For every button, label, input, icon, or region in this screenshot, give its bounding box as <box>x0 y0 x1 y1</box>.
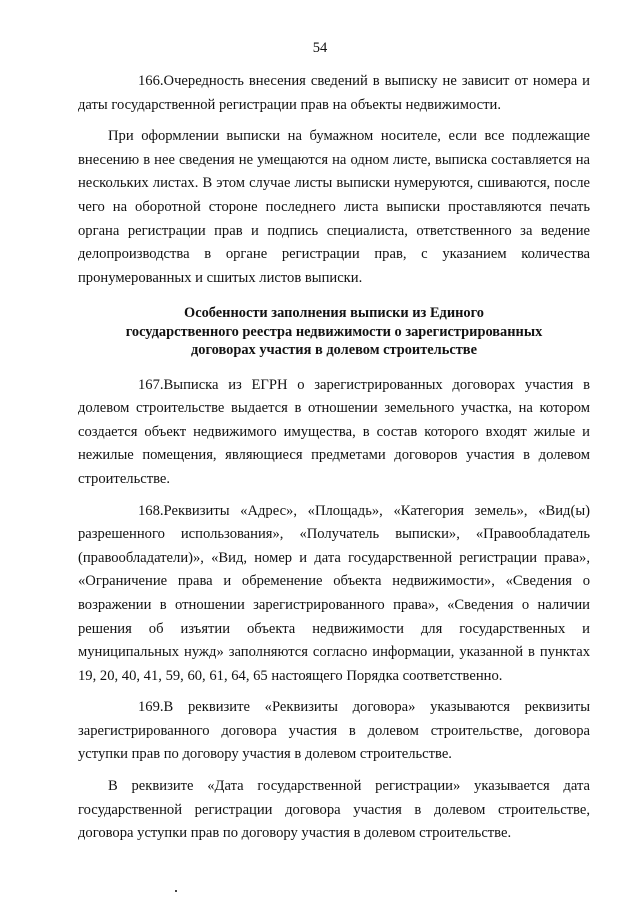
document-body <box>78 70 590 846</box>
paragraph-166 <box>78 70 590 117</box>
section-heading <box>78 304 590 359</box>
paragraph-169-continued: В реквизите «Дата государственной регистрации» указывается дата государственной регистрации договора участия в долевом строительстве, договора уступки прав по договору участия в долевом строительстве. <box>78 778 590 842</box>
paragraph-number: 168. <box>138 502 164 519</box>
paragraph-166-continued: При оформлении выписки на бумажном носителе, если все подлежащие внесению в нее сведения не умещаются на одном листе, выписка составляется на нескольких листах. В этом случае листы выписки нумеруются, сшиваются, после чего на оборотной стороне последнего листа выписки проставляются печать органа регистрации прав и подпись специалиста, ответственного за ведение делопроизводства в органе регистрации прав, с указанием количества пронумерованных и сшитых листов выписки. <box>78 128 590 286</box>
paragraph-number: 169. <box>138 699 164 716</box>
paragraph-168 <box>78 500 590 689</box>
heading-line-3: договорах участия в долевом строительстве <box>191 342 477 359</box>
paragraph-number: 167. <box>138 376 164 393</box>
paragraph-text: В реквизите «Реквизиты договора» указываются реквизиты зарегистрированного договора участия в долевом строительстве, договора уступки прав по договору участия в долевом строительстве. <box>78 699 590 763</box>
page-number: 54 <box>312 40 328 56</box>
paragraph-number: 166. <box>138 73 164 89</box>
paragraph-text: Реквизиты «Адрес», «Площадь», «Категория земель», «Вид(ы) разрешенного использования», «Получатель выписки», «Правообладатель (правообладатели)», «Вид, номер и дата государственной регистрации права», «Ограничение права и обременение объекта недвижимости», «Сведения о возражении в отношении зарегистрированного права», «Сведения о наличии решения об изъятии объекта недвижимости для государственных и муниципальных нужд» заполняются согласно информации, указанной в пунктах 19, 20, 40, 41, 59, 60, 61, 64, 65 настоящего Порядка соответственно. <box>78 502 590 684</box>
paragraph-text: Выписка из ЕГРН о зарегистрированных договорах участия в долевом строительстве выдается в отношении земельного участка, на котором создается объект недвижимого имущества, в состав которого входят жилые и нежилые помещения, являющиеся предметами договоров участия в долевом строительстве. <box>78 376 590 487</box>
paragraph-text: Очередность внесения сведений в выписку не зависит от номера и даты государственной регистрации прав на объекты недвижимости. <box>78 73 590 113</box>
paragraph-167 <box>78 374 590 492</box>
heading-line-2: государственного реестра недвижимости о зарегистрированных <box>125 323 543 340</box>
paragraph-169 <box>78 696 590 767</box>
scan-speck <box>175 890 177 892</box>
heading-line-1: Особенности заполнения выписки из Единого <box>184 305 484 322</box>
